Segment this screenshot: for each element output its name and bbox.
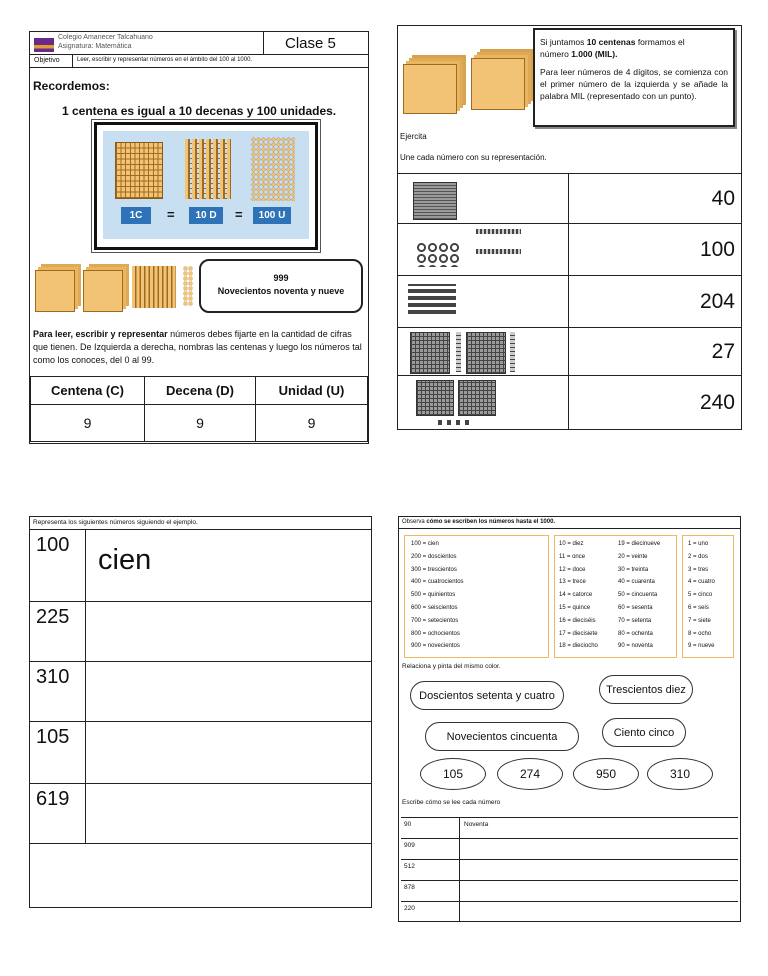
label-100u: 100 U <box>253 207 291 224</box>
table-row <box>401 818 738 839</box>
value-unidad: 9 <box>255 404 368 442</box>
table-row <box>398 328 741 376</box>
word-cell: cien <box>98 544 152 576</box>
table-row <box>398 174 741 224</box>
page-title: Observa cómo se escriben los números hasta el 1000. <box>402 519 556 525</box>
number-cell: 878 <box>404 884 415 891</box>
ejercita-label: Ejercita <box>400 132 427 141</box>
number-word-item: 19 = diecinueve <box>618 541 661 547</box>
number-word-item: 90 = noventa <box>618 643 653 650</box>
number-cell: 105 <box>36 726 70 748</box>
word-cell: Noventa <box>464 821 489 828</box>
number-word-item: 1 = uno <box>688 541 709 547</box>
info-line-1: Si juntamos 10 centenas formamos el <box>540 37 685 47</box>
instruction-paragraph <box>33 328 365 367</box>
tens-rods-icon <box>413 182 457 220</box>
number-circle[interactable]: 274 <box>497 758 563 790</box>
table-row <box>401 881 738 902</box>
number-40: 40 <box>711 186 735 210</box>
number-cell: 225 <box>36 606 70 628</box>
hundred-square-icon <box>115 142 163 199</box>
number-word-item: 70 = setenta <box>618 617 652 624</box>
equals-sign: = <box>167 207 175 222</box>
word-oval[interactable]: Novecientos cincuenta <box>425 722 579 751</box>
number-word-item: 17 = diecisiete <box>559 630 598 637</box>
number-word-item: 300 = trescientos <box>411 566 457 573</box>
info-line-2: número 1.000 (MIL). <box>540 49 618 59</box>
table-row <box>401 839 738 860</box>
value-decena: 9 <box>144 404 256 442</box>
table-row <box>30 602 371 662</box>
class-title: Clase 5 <box>285 35 336 52</box>
units-list <box>688 540 728 652</box>
worksheet-page-1 <box>29 31 369 444</box>
number-word-item: 18 = dieciocho <box>559 643 598 650</box>
number-word-item: 700 = setecientos <box>411 617 459 624</box>
number-words-box-hundreds <box>404 535 549 658</box>
info-paragraph: Para leer números de 4 dígitos, se comienza con el primer número de la izquierda y se añade la palabra MIL (representado con un punto). <box>540 67 728 101</box>
instruction-rest: números debes fijarte en la cantidad de cifras que tienen. De Izquierda a derecha, nombras las centenas y luego los números tal como los conoces, del 0 al 99. <box>33 329 362 365</box>
number-cell: 90 <box>404 821 412 828</box>
table-row <box>30 784 371 844</box>
objective-text: Leer, escribir y representar números en el ámbito del 100 al 1000. <box>77 57 253 63</box>
number-word-item: 15 = quince <box>559 604 591 611</box>
number-word-item: 8 = ocho <box>688 630 712 637</box>
number-word-item: 13 = trece <box>559 579 586 586</box>
number-cell: 100 <box>36 534 70 556</box>
number-word-item: 20 = veinte <box>618 553 648 560</box>
number-circle[interactable]: 310 <box>647 758 713 790</box>
units-rods-icon <box>416 242 461 267</box>
number-word-item: 2 = dos <box>688 553 708 560</box>
teens-list <box>559 540 598 655</box>
word-oval[interactable]: Trescientos diez <box>599 675 693 704</box>
escribe-heading: Escribe cómo se lee cada número <box>402 799 501 806</box>
number-word-item: 11 = once <box>559 553 586 560</box>
number-cell: 310 <box>36 666 70 688</box>
table-row <box>398 224 741 276</box>
matching-table <box>398 173 741 430</box>
number-word-item: 10 = diez <box>559 541 584 547</box>
label-1c: 1C <box>121 207 151 224</box>
table-row <box>30 530 371 602</box>
number-word-item: 4 = cuatro <box>688 579 715 586</box>
number-word-item: 14 = catorce <box>559 592 593 599</box>
number-27: 27 <box>711 339 735 363</box>
number-cell: 909 <box>404 842 415 849</box>
number-word-item: 16 = dieciséis <box>559 617 596 624</box>
number-word-item: 900 = novecientos <box>411 643 460 650</box>
worksheet-page-4 <box>398 516 741 922</box>
thousand-blocks-icon <box>403 46 528 116</box>
relaciona-heading: Relaciona y pinta del mismo color. <box>402 663 501 670</box>
number-word-item: 80 = ochenta <box>618 630 653 637</box>
number-word-item: 200 = doscientos <box>411 553 457 560</box>
exercise-instruction: Une cada número con su representación. <box>400 153 547 162</box>
header-decena: Decena (D) <box>144 376 256 405</box>
number-word-item: 600 = seiscientos <box>411 604 458 611</box>
number-240: 240 <box>699 391 735 414</box>
hundred-square-icon <box>416 380 454 416</box>
bubble-words: Novecientos noventa y nueve <box>217 286 345 296</box>
number-word-item: 5 = cinco <box>688 592 713 599</box>
instruction-bold: Para leer, escribir y representar <box>33 329 168 339</box>
number-204: 204 <box>699 289 735 313</box>
hundreds-list <box>411 540 542 652</box>
number-100: 100 <box>699 237 735 261</box>
centena-headline: 1 centena es igual a 10 decenas y 100 unidades. <box>62 104 337 118</box>
equals-sign: = <box>235 207 243 222</box>
number-bubble <box>199 259 363 313</box>
number-word-item: 3 = tres <box>688 566 709 573</box>
value-centena: 9 <box>30 404 145 442</box>
table-row <box>401 860 738 881</box>
number-words-box-units <box>682 535 734 658</box>
unit-cubes-icon <box>251 137 295 201</box>
tens-list <box>618 540 660 655</box>
number-word-item: 30 = treinta <box>618 566 649 573</box>
table-row <box>30 662 371 722</box>
number-word-item: 60 = sesenta <box>618 604 653 611</box>
number-word-item: 500 = quinientos <box>411 592 456 599</box>
number-word-item: 400 = cuatrocientos <box>411 579 464 586</box>
number-cell: 512 <box>404 863 415 870</box>
number-circle[interactable]: 105 <box>420 758 486 790</box>
school-name: Colegio Amanecer Talcahuano <box>58 34 153 41</box>
number-words-box-tens <box>554 535 677 658</box>
hundred-square-icon <box>410 332 450 374</box>
number-cell: 619 <box>36 788 70 810</box>
number-word-item: 40 = cuarenta <box>618 579 655 586</box>
number-word-item: 12 = doce <box>559 566 586 573</box>
number-word-item: 6 = seis <box>688 604 709 611</box>
subject-name: Asignatura: Matemática <box>58 43 132 50</box>
number-word-item: 7 = siete <box>688 617 711 624</box>
label-10d: 10 D <box>189 207 223 224</box>
word-oval[interactable]: Ciento cinco <box>602 718 686 747</box>
tens-rods-icon <box>408 284 456 314</box>
number-word-item: 800 = ochocientos <box>411 630 460 637</box>
ten-rods-icon <box>185 139 231 199</box>
header-unidad: Unidad (U) <box>255 376 368 405</box>
hundreds-blocks-icon <box>35 262 195 312</box>
school-logo-icon <box>34 38 54 52</box>
table-row <box>401 902 738 922</box>
number-word-item: 100 = cien <box>411 541 439 547</box>
objective-label: Objetivo <box>34 57 60 64</box>
exercise-instruction: Representa los siguientes números siguiendo el ejemplo. <box>33 519 198 526</box>
header-centena: Centena (C) <box>30 376 145 405</box>
worksheet-page-3 <box>29 516 372 908</box>
table-row <box>398 276 741 328</box>
number-word-item: 50 = cincuenta <box>618 592 658 599</box>
number-cell: 220 <box>404 905 415 912</box>
info-box <box>533 28 735 127</box>
bubble-number: 999 <box>273 273 289 283</box>
number-circle[interactable]: 950 <box>573 758 639 790</box>
worksheet-page-2 <box>397 25 742 430</box>
table-row <box>398 376 741 430</box>
base-ten-illustration <box>94 122 318 250</box>
table-row <box>30 722 371 784</box>
reading-table <box>401 817 738 922</box>
number-word-item: 9 = nueve <box>688 643 715 650</box>
word-oval[interactable]: Doscientos setenta y cuatro <box>410 681 564 710</box>
recordemos-heading: Recordemos: <box>33 79 110 93</box>
